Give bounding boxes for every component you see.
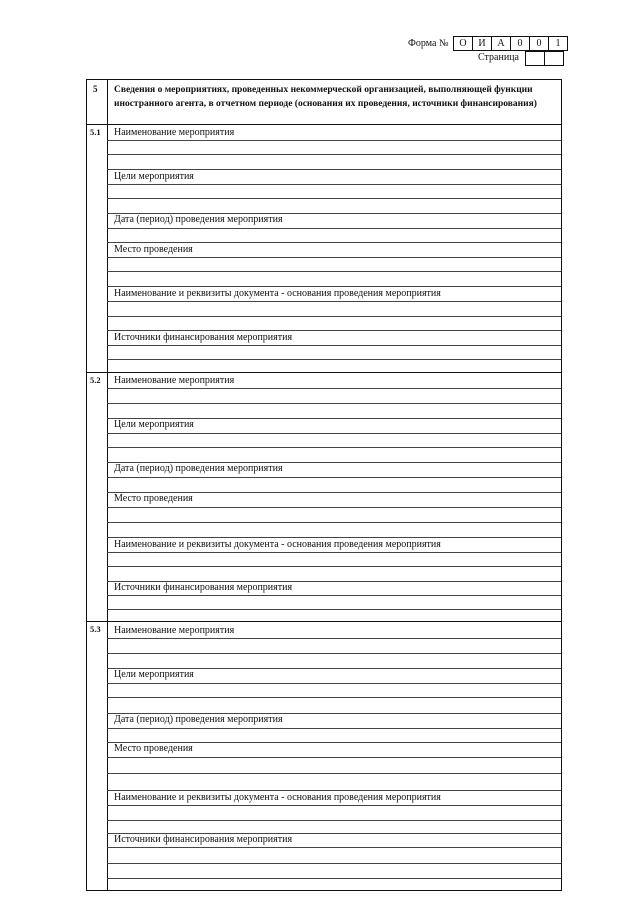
section-number: 5: [93, 84, 98, 94]
field-event-goals: Цели мероприятия: [114, 669, 194, 680]
field-event-basis: Наименование и реквизиты документа - основания проведения мероприятия: [114, 792, 441, 803]
form-code-cell: И: [473, 37, 492, 50]
form-code-cell: А: [492, 37, 511, 50]
field-event-name: Наименование мероприятия: [114, 375, 235, 386]
section-divider: [87, 124, 561, 125]
ruled-line[interactable]: [107, 198, 561, 199]
field-event-date: Дата (период) проведения мероприятия: [114, 463, 283, 474]
ruled-line[interactable]: [107, 184, 561, 185]
ruled-line[interactable]: [107, 522, 561, 523]
field-event-place: Место проведения: [114, 743, 193, 754]
section-title: Сведения о мероприятиях, проведенных некоммерческой организацией, выполняющей функции иностранного агента, в отчетном периоде (основания их проведения, источники финансирования): [114, 85, 537, 109]
ruled-line[interactable]: [107, 433, 561, 434]
ruled-line[interactable]: [107, 330, 561, 331]
ruled-line[interactable]: [107, 359, 561, 360]
ruled-line[interactable]: [107, 213, 561, 214]
ruled-line[interactable]: [107, 345, 561, 346]
ruled-line[interactable]: [107, 447, 561, 448]
field-event-place: Место проведения: [114, 493, 193, 504]
ruled-line[interactable]: [107, 713, 561, 714]
ruled-line[interactable]: [107, 403, 561, 404]
ruled-line[interactable]: [107, 169, 561, 170]
ruled-line[interactable]: [107, 638, 561, 639]
ruled-line[interactable]: [107, 609, 561, 610]
ruled-line[interactable]: [107, 257, 561, 258]
ruled-line[interactable]: [107, 418, 561, 419]
ruled-line[interactable]: [107, 271, 561, 272]
ruled-line[interactable]: [107, 388, 561, 389]
ruled-line[interactable]: [107, 668, 561, 669]
page-number-cell[interactable]: [545, 52, 563, 65]
subsection-number: 5.1: [90, 127, 101, 137]
form-code-cell: 0: [530, 37, 549, 50]
field-event-basis: Наименование и реквизиты документа - основания проведения мероприятия: [114, 539, 441, 550]
ruled-line[interactable]: [107, 537, 561, 538]
field-event-date: Дата (период) проведения мероприятия: [114, 214, 283, 225]
field-event-funding: Источники финансирования мероприятия: [114, 582, 293, 593]
events-table: [86, 79, 562, 891]
form-code-cell: О: [454, 37, 473, 50]
page-number-boxes: [525, 51, 564, 66]
ruled-line[interactable]: [107, 805, 561, 806]
ruled-line[interactable]: [107, 790, 561, 791]
ruled-line[interactable]: [107, 477, 561, 478]
ruled-line[interactable]: [107, 286, 561, 287]
field-event-basis: Наименование и реквизиты документа - основания проведения мероприятия: [114, 288, 441, 299]
subsection-number: 5.3: [90, 624, 101, 634]
field-event-place: Место проведения: [114, 244, 193, 255]
subsection-divider: [87, 621, 561, 622]
ruled-line[interactable]: [107, 742, 561, 743]
ruled-line[interactable]: [107, 581, 561, 582]
ruled-line[interactable]: [107, 552, 561, 553]
ruled-line[interactable]: [107, 492, 561, 493]
ruled-line[interactable]: [107, 683, 561, 684]
ruled-line[interactable]: [107, 773, 561, 774]
ruled-line[interactable]: [107, 595, 561, 596]
ruled-line[interactable]: [107, 242, 561, 243]
form-header: [0, 34, 640, 66]
subsection-divider: [87, 372, 561, 373]
form-number-label: Форма №: [408, 38, 449, 49]
column-divider: [107, 80, 108, 890]
field-event-funding: Источники финансирования мероприятия: [114, 834, 293, 845]
field-event-funding: Источники финансирования мероприятия: [114, 332, 293, 343]
ruled-line[interactable]: [107, 566, 561, 567]
ruled-line[interactable]: [107, 316, 561, 317]
ruled-line[interactable]: [107, 507, 561, 508]
field-event-goals: Цели мероприятия: [114, 171, 194, 182]
ruled-line[interactable]: [107, 863, 561, 864]
page-number-label: Страница: [478, 52, 519, 63]
page-number-cell[interactable]: [526, 52, 545, 65]
ruled-line[interactable]: [107, 728, 561, 729]
ruled-line[interactable]: [107, 833, 561, 834]
ruled-line[interactable]: [107, 820, 561, 821]
form-code-cell: 0: [511, 37, 530, 50]
ruled-line[interactable]: [107, 847, 561, 848]
field-event-name: Наименование мероприятия: [114, 127, 235, 138]
ruled-line[interactable]: [107, 462, 561, 463]
subsection-number: 5.2: [90, 375, 101, 385]
ruled-line[interactable]: [107, 154, 561, 155]
ruled-line[interactable]: [107, 301, 561, 302]
field-event-goals: Цели мероприятия: [114, 419, 194, 430]
ruled-line[interactable]: [107, 228, 561, 229]
ruled-line[interactable]: [107, 697, 561, 698]
form-code-cell: 1: [555, 38, 561, 49]
field-event-date: Дата (период) проведения мероприятия: [114, 714, 283, 725]
form-code-boxes: [453, 36, 568, 51]
ruled-line[interactable]: [107, 757, 561, 758]
ruled-line[interactable]: [107, 140, 561, 141]
ruled-line[interactable]: [107, 878, 561, 879]
ruled-line[interactable]: [107, 653, 561, 654]
field-event-name: Наименование мероприятия: [114, 625, 235, 636]
